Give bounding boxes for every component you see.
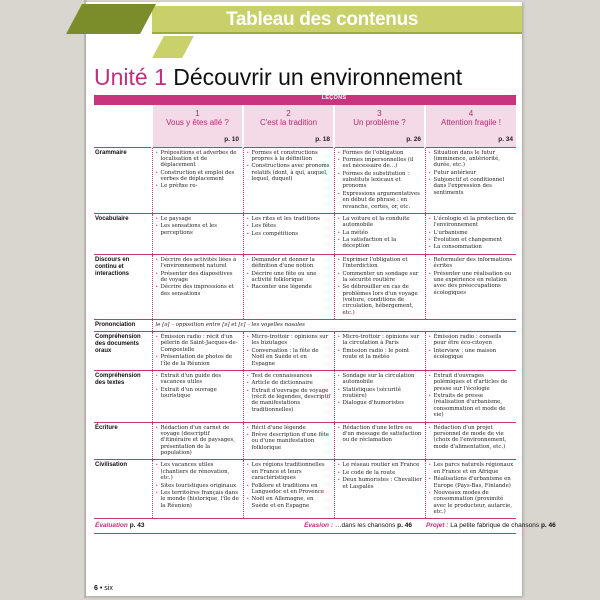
list-item: · Formes de substitution : substituts lexicaux et pronoms: [338, 171, 423, 190]
list-item: · Les régions traditionnelles en France et leurs caractéristiques: [247, 462, 332, 481]
list-item: · Présenter une réalisation ou une expérience en relation avec des préoccupations écologiques: [429, 271, 515, 297]
list-item: · Demander et donner la définition d'une notion: [247, 257, 332, 270]
lesson-number: 3: [377, 109, 382, 118]
table-cell: [425, 213, 516, 254]
list-item: · Le paysage: [156, 216, 241, 222]
evasion-entry: [243, 519, 334, 534]
row-label: Grammaire: [94, 147, 152, 213]
list-item: · Situation dans le futur (imminence, antériorité, durée, etc.): [429, 150, 515, 169]
list-item: · Conversation : la fête de Noël en Suède et en Espagne: [247, 348, 332, 367]
table-cell: [425, 147, 516, 213]
list-item: · La météo: [338, 230, 423, 236]
evaluation-page: p. 43: [129, 522, 145, 530]
list-item: · Extrait d'ouvrages polémiques et d'articles de presse sur l'écologie: [429, 373, 515, 392]
lesson-header-3: [334, 105, 425, 147]
row-label: Civilisation: [94, 460, 152, 519]
table-cell: [334, 422, 425, 460]
lesson-number: 2: [286, 109, 291, 118]
list-item: · Expressions argumentatives en début de phrase : en revanche, certes, or, etc.: [338, 191, 423, 210]
list-item: · Construction et emploi des verbes de déplacement: [156, 170, 241, 183]
list-item: · Statistiques (sécurité routière): [338, 387, 423, 400]
list-item: · Extrait d'un guide des vacances utiles: [156, 373, 241, 386]
table-cell: [152, 460, 243, 519]
row-label: Vocabulaire: [94, 213, 152, 254]
cell-text: le [ə] – opposition entre [ə] et [ɛ] – les voyelles nasales: [155, 322, 305, 329]
list-item: · Se débrouiller en cas de problèmes lors d'un voyage (voiture, conditions de circulation, hébergement, etc.): [338, 284, 423, 316]
projet-text: La petite fabrique de chansons: [450, 522, 540, 530]
lesson-number: 4: [468, 109, 474, 118]
list-item: · Réalisations d'urbanisme en Europe (Pays-Bas, Finlande): [429, 476, 515, 489]
list-item: · Commenter un sondage sur la sécurité routière: [338, 271, 423, 284]
table-cell: [425, 332, 516, 371]
list-item: · Raconter une légende: [247, 284, 332, 290]
list-item: · Noël en Allemagne, en Suède et en Espagne: [247, 496, 332, 509]
table-row: [94, 147, 516, 213]
evaluation-label: Évaluation: [95, 522, 128, 530]
list-item: · Exprimer l'obligation et l'interdiction: [338, 257, 423, 270]
list-item: · Émission radio : récit d'un pèlerin de Saint-Jacques-de-Compostelle: [156, 334, 241, 353]
list-item: · Les rites et les traditions: [247, 216, 332, 222]
list-item: · Présentation de photos de l'île de la Réunion: [156, 354, 241, 367]
list-item: · Constructions avec pronoms relatifs (dont, à qui, auquel, lequel, duquel): [247, 163, 332, 182]
page-number-word-text: six: [104, 585, 113, 592]
table-row: [94, 460, 516, 519]
table-row: [94, 332, 516, 371]
list-item: · Deux humoristes : Chevallier et Laspalès: [338, 477, 423, 490]
lesson-title: C'est la tradition: [259, 118, 318, 128]
list-item: · Émission radio : le point route et la météo: [338, 348, 423, 361]
list-item: · Test de connaissances: [247, 373, 332, 379]
projet-label: Projet :: [426, 522, 449, 530]
list-item: · Extraits de presse (réalisation d'urbanisme, consommation et mode de vie): [429, 393, 515, 419]
unit-title: Découvrir un environnement: [173, 64, 463, 90]
list-item: · La voiture et la conduite automobile: [338, 216, 423, 229]
list-item: · Folklore et traditions en Languedoc et en Provence: [247, 483, 332, 496]
lesson-headers: [94, 105, 516, 147]
table-cell: [243, 254, 334, 319]
table-row: [94, 254, 516, 319]
list-item: · Nouveaux modes de consommation (proximité avec le producteur, autarcie, etc.): [429, 490, 515, 516]
page-number-digit: 6: [94, 585, 98, 592]
table-cell: [243, 213, 334, 254]
list-item: · Reformuler des informations écrites: [429, 257, 515, 270]
list-item: · L'écologie et la protection de l'environnement: [429, 216, 515, 229]
list-item: · Sondage sur la circulation automobile: [338, 373, 423, 386]
lesson-page: p. 18: [315, 135, 330, 143]
projet-entry: [425, 519, 556, 534]
table-cell: [243, 422, 334, 460]
list-item: · Les sensations et les perceptions: [156, 223, 241, 236]
table-row: [94, 320, 516, 332]
list-item: · Article de dictionnaire: [247, 380, 332, 386]
list-item: · Extrait d'un ouvrage touristique: [156, 387, 241, 400]
lesson-header-2: [243, 105, 334, 147]
table-cell: [334, 147, 425, 213]
lesson-page: p. 34: [498, 135, 514, 143]
table-row: [94, 370, 516, 422]
table-cell: [334, 213, 425, 254]
lesson-header-1: [152, 105, 243, 147]
table-cell: [243, 332, 334, 371]
lessons-band: [94, 95, 516, 105]
page-number: [94, 585, 113, 592]
lesson-number: 1: [195, 109, 200, 118]
table-cell: [334, 254, 425, 319]
page-title: Tableau des contenus: [226, 9, 419, 30]
table-cell: [334, 332, 425, 371]
list-item: · Décrire des impressions et des sensations: [156, 284, 241, 297]
list-item: · Brève description d'une fête ou d'une manifestation folklorique: [247, 432, 332, 451]
list-item: · Décrire une fête ou une activité folklorique: [247, 271, 332, 284]
list-item: · Présenter des diapositives de voyage: [156, 271, 241, 284]
list-item: · Les compétitions: [247, 231, 332, 237]
evasion-detail: [334, 519, 425, 534]
table-cell: [152, 320, 516, 332]
table-cell: [425, 370, 516, 422]
list-item: · L'urbanisme: [429, 230, 515, 236]
list-item: · Micro-trottoir : opinions sur la circulation à Paris: [338, 334, 423, 347]
table-cell: [243, 147, 334, 213]
list-item: · Le code de la route: [338, 470, 423, 476]
evaluation-entry: [94, 519, 243, 534]
lesson-title: Un problème ?: [353, 118, 406, 128]
page-number-word: • six: [99, 585, 113, 592]
table-cell: [152, 147, 243, 213]
table-row: [94, 422, 516, 460]
header-band: [152, 6, 522, 34]
list-item: · La consommation: [429, 244, 515, 250]
list-item: · Évolution et changement: [429, 237, 515, 243]
evasion-label: Évasion :: [304, 522, 333, 530]
table-cell: [152, 332, 243, 371]
lesson-title: Vous y êtes allé ?: [166, 118, 229, 128]
list-item: · Le réseau routier en France: [338, 462, 423, 468]
table-row: [94, 213, 516, 254]
unit-footer: [94, 519, 516, 534]
list-item: · Les parcs naturels régionaux en France et en Afrique: [429, 462, 515, 475]
list-item: · Les territoires français dans le monde (historique, l'île de la Réunion): [156, 490, 241, 509]
table-cell: [152, 254, 243, 319]
list-item: · Formes et constructions propres à la définition: [247, 150, 332, 163]
row-label: Prononciation: [94, 320, 152, 332]
list-item: · Subjonctif et conditionnel dans l'expression des sentiments: [429, 177, 515, 196]
list-item: · Dialogue d'humoristes: [338, 400, 423, 406]
list-item: · Rédaction d'un carnet de voyage (descriptif d'itinéraire et de paysages, présentation de la population): [156, 425, 241, 457]
list-item: · Futur antérieur: [429, 170, 515, 176]
document-page: [86, 2, 556, 596]
table-cell: [425, 460, 516, 519]
evasion-text: …dans les chansons: [335, 522, 396, 530]
list-item: · Formes impersonnelles (il est nécessaire de…): [338, 157, 423, 170]
contents-table: [94, 95, 556, 534]
list-item: · Récit d'une légende: [247, 425, 332, 431]
lesson-header-4: [425, 105, 516, 147]
list-item: · Rédaction d'une lettre ou d'un message de satisfaction ou de réclamation: [338, 425, 423, 444]
lesson-page: p. 26: [406, 135, 421, 143]
list-item: · Émission radio : conseils pour être éco-citoyen: [429, 334, 515, 347]
list-item: · Rédaction d'un projet personnel de mode de vie (choix de l'environnement, mode d'alimentation, etc.): [429, 425, 515, 451]
list-item: · Prépositions et adverbes de localisation et de déplacement: [156, 150, 241, 169]
lesson-title: Attention fragile !: [440, 118, 502, 128]
table-cell: [425, 254, 516, 319]
list-item: · Décrire des activités liées à l'environnement naturel: [156, 257, 241, 270]
list-item: · Sites touristiques originaux: [156, 483, 241, 489]
lessons-band-label: LEÇONS: [152, 95, 516, 105]
contents-table-body: [94, 147, 516, 519]
table-cell: [152, 422, 243, 460]
table-cell: [243, 370, 334, 422]
list-item: · Interview : une maison écologique: [429, 348, 515, 361]
table-cell: [152, 213, 243, 254]
list-item: · Micro-trottoir : opinions sur les bizutages: [247, 334, 332, 347]
table-cell: [243, 460, 334, 519]
row-label: Discours en continu et interactions: [94, 254, 152, 319]
header-decoration-light: [152, 36, 194, 58]
list-item: · La satisfaction et la déception: [338, 237, 423, 250]
list-item: · Formes de l'obligation: [338, 150, 423, 156]
table-cell: [425, 422, 516, 460]
row-label: Écriture: [94, 422, 152, 460]
table-cell: [334, 460, 425, 519]
unit-label: Unité 1: [94, 64, 167, 90]
lesson-page: p. 10: [224, 135, 239, 143]
projet-page: p. 46: [540, 522, 556, 530]
list-item: · Extrait d'ouvrage de voyage (récit de légendes, descriptif de manifestations traditionnelles): [247, 388, 332, 414]
table-cell: [152, 370, 243, 422]
list-item: · Les fêtes: [247, 223, 332, 229]
unit-heading: [94, 64, 462, 91]
list-item: · Les vacances utiles (chantiers de rénovation, etc.): [156, 462, 241, 481]
row-label: Compréhension des textes: [94, 370, 152, 422]
list-item: · Le préfixe re-: [156, 183, 241, 189]
table-cell: [334, 370, 425, 422]
evasion-page: p. 46: [397, 522, 412, 530]
row-label: Compréhension des documents oraux: [94, 332, 152, 371]
